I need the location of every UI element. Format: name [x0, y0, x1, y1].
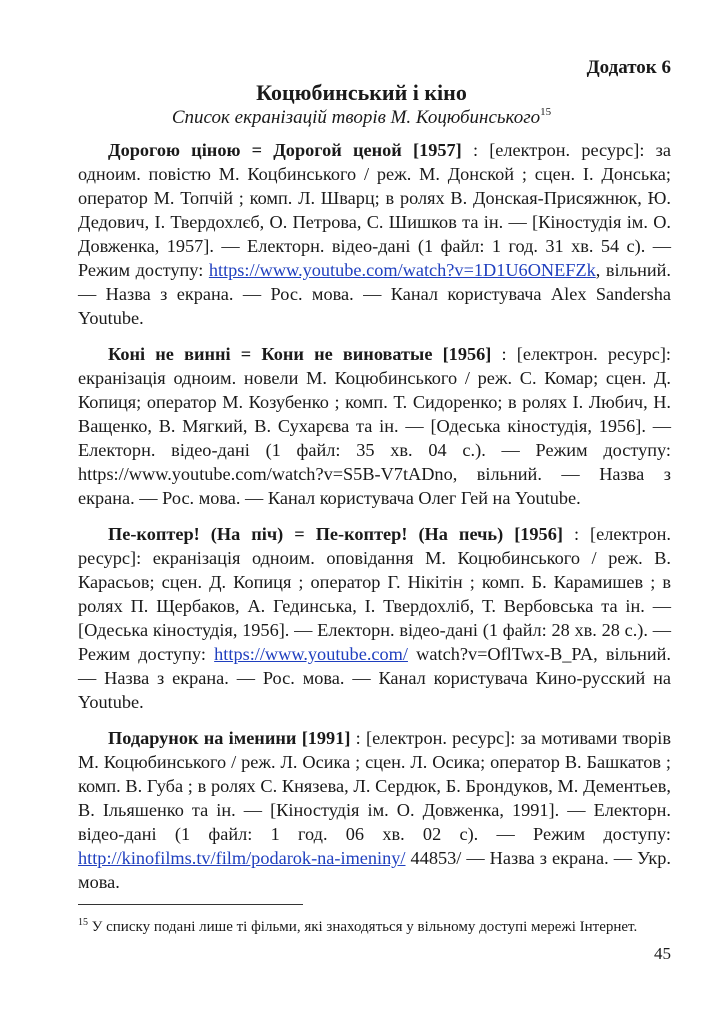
film-description-tail: , вільний. — Назва з екрана. — Рос. мова. — Канал користувача Alex Sandersha Youtube. [78, 260, 671, 328]
film-entry [78, 522, 671, 714]
subtitle-text: Список екранізацій творів М. Коцюбинського [171, 107, 541, 128]
film-description: : [електрон. ресурс]: за одноим. повістю М. Коцбинського / реж. М. Донской ; сцен. І. Донська; оператор М. Топчій ; комп. Л. Шварц; в ролях В. Донская-Присяжнюк, Ю. Дедович, І. Твердохлєб, О. Петрова, С. Шишков та ін. — [Кіностудія ім. О. Довженка, 1957]. — Електорн. відео-дані (1 файл: 1 год. 31 хв. 54 с). — Режим доступу: [78, 140, 671, 280]
film-link[interactable]: http://kinofilms.tv/film/podarok-na-imeniny/ [78, 848, 406, 868]
film-description: : [електрон. ресурс]: екранізація одноим. оповідання М. Коцюбинського / реж. В. Карасьов; сцен. Д. Копиця ; оператор Г. Нікітін ; комп. Б. Карамишев ; в ролях П. Щербаков, А. Гединська, І. Твердохліб, Т. Вербовська та ін. — [Одеська кіностудія, 1956]. — Електорн. відео-дані (1 файл: 28 хв. 28 с.). — Режим доступу: [78, 524, 671, 664]
film-link[interactable]: https://www.youtube.com/watch?v=1D1U6ONEFZk [208, 260, 596, 280]
film-link[interactable]: https://www.youtube.com/ [214, 644, 408, 664]
film-title: Коні не винні = Кони не виноватые [1956] [108, 344, 492, 364]
film-list [78, 138, 671, 906]
footnote [78, 914, 671, 936]
film-description: : [електрон. ресурс]: за мотивами творів М. Коцюбинського / реж. Л. Осика ; сцен. Л. Осика; оператор В. Башкатов ; комп. В. Губа ; в ролях С. Князева, Л. Сердюк, Б. Брондуков, М. Дементьев, В. Ільяшенко та ін. — [Кіностудія ім. О. Довженка, 1991]. — Електорн. відео-дані (1 файл: 1 год. 06 хв. 02 с). — Режим доступу: [78, 728, 671, 844]
page-title: Коцюбинський і кіно [256, 80, 467, 105]
footnote-divider [78, 904, 303, 905]
footnote-mark: 15 [78, 917, 88, 928]
film-title: Дорогою ціною = Дорогой ценой [1957] [108, 140, 462, 160]
page-number: 45 [654, 944, 671, 963]
film-title: Подарунок на іменини [1991] [108, 728, 351, 748]
footnote-text: У списку подані лише ті фільми, які знаходяться у вільному доступі мережі Інтернет. [88, 919, 638, 935]
film-description-tail: watch?v=OflTwx-B_PA, вільний. — Назва з екрана. — Рос. мова. — Канал користувача Кино-русский на Youtube. [78, 644, 671, 712]
footnote-reference[interactable]: 15 [540, 106, 552, 118]
film-entry [78, 726, 671, 894]
page-subtitle [0, 106, 723, 129]
film-description-tail: 44853/ — Назва з екрана. — Укр. мова. [78, 848, 671, 892]
appendix-label: Додаток 6 [586, 57, 671, 78]
film-title: Пе-коптер! (На піч) = Пе-коптер! (На печь) [1956] [108, 524, 563, 544]
film-entry [78, 138, 671, 330]
film-description: : [електрон. ресурс]: екранізація одноим. новели М. Коцюбинського / реж. С. Комар; сцен. Д. Копиця; оператор М. Козубенко ; комп. Т. Сидоренко; в ролях І. Любич, Н. Ващенко, В. Мягкий, В. Сухарєва та ін. — [Одеська кіностудія, 1956]. — Електорн. відео-дані (1 файл: 35 хв. 04 с.). — Режим доступу: https://www.youtube.com/watch?v=S5B-V7tADno, вільний. — Назва з екрана. — Рос. мова. — Канал користувача Олег Гей на Youtube. [78, 344, 671, 508]
film-entry [78, 342, 671, 510]
